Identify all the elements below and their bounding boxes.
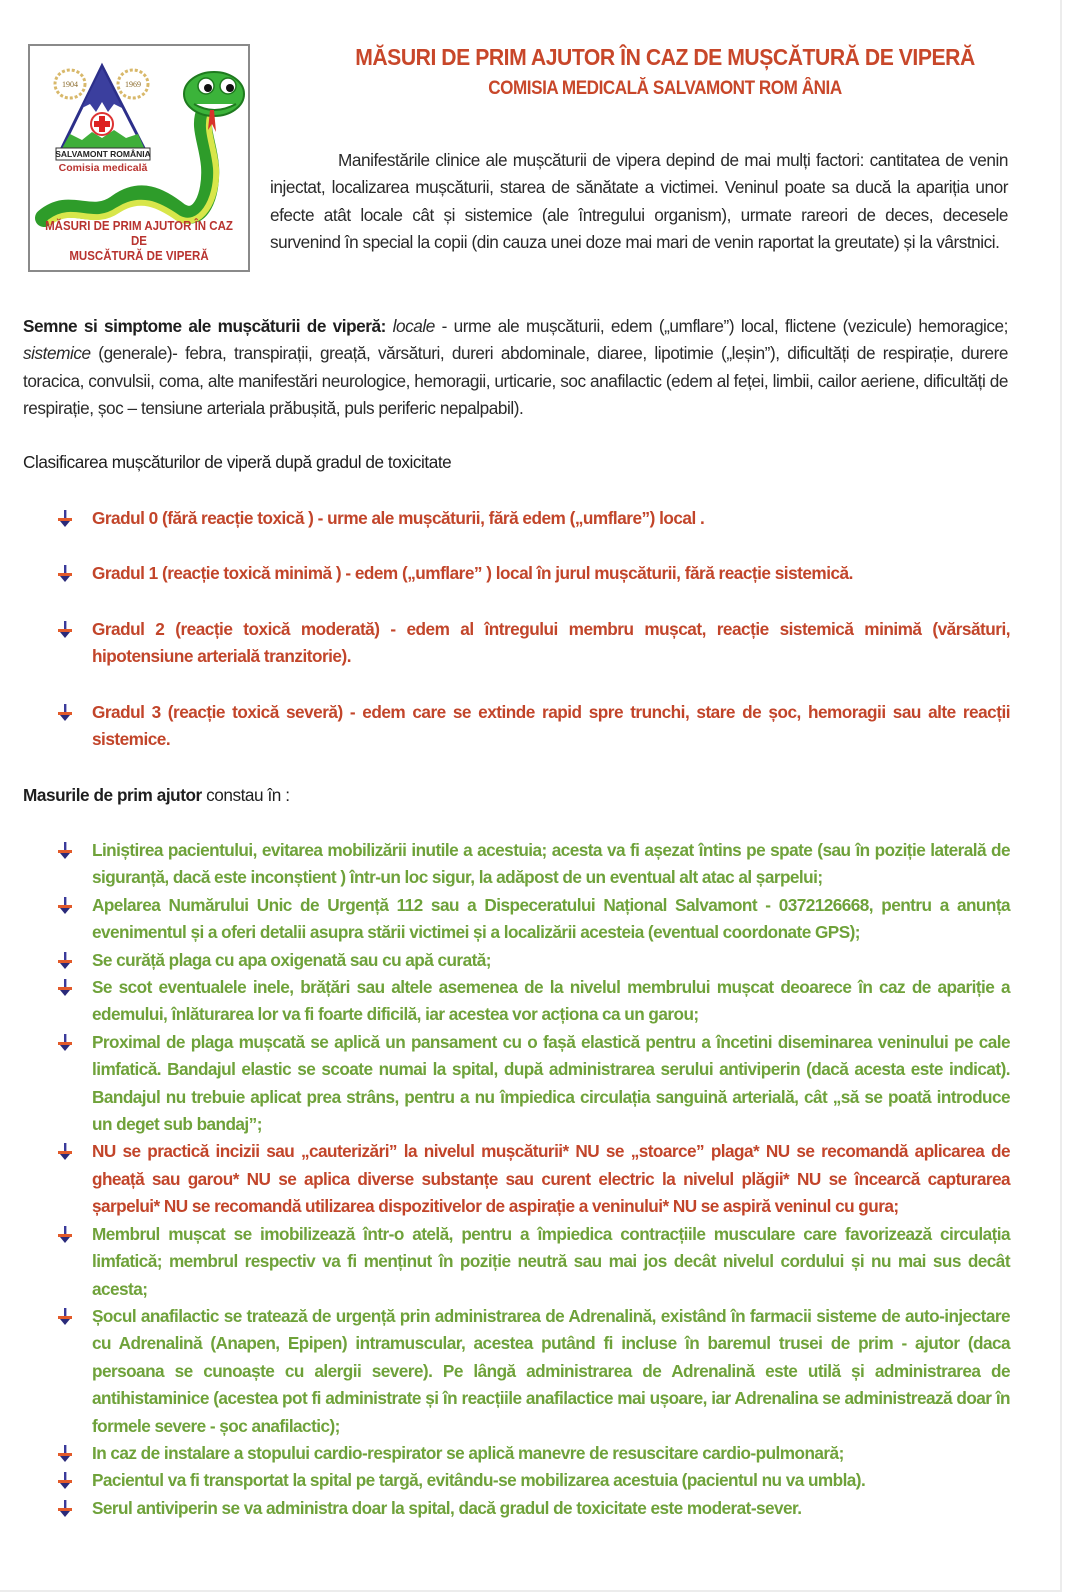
arrow-down-bullet-icon — [57, 1472, 73, 1490]
classification-heading: Clasificarea mușcăturilor de viperă după gradul de toxicitate — [23, 452, 452, 472]
measures-heading: Masurile de prim ajutor constau în : — [23, 785, 290, 805]
arrow-down-bullet-icon — [57, 897, 73, 915]
grade-item-2: Gradul 2 (reacție toxică moderată) - edem al întregului membru mușcat, reacție sistemică minimă (vărsături, hipotensiune arterială tranzitorie). — [55, 616, 1010, 671]
signs-label: Semne si simptome ale mușcăturii de viperă: — [23, 316, 386, 336]
arrow-down-bullet-icon — [57, 565, 73, 583]
arrow-down-bullet-icon — [57, 1500, 73, 1518]
measure-item-0: Liniștirea pacientului, evitarea mobilizării inutile a acestuia; acesta va fi așezat întins pe spate (sau în poziție laterală de siguranță, dacă este inconștient ) într-un loc sigur, la adăpost de un eventual alt atac al șarpelui; — [55, 837, 1010, 892]
grade-item-3: Gradul 3 (reacție toxică severă) - edem care se extinde rapid spre trunchi, stare de șoc, hemoragii sau alte reacții sistemice. — [55, 699, 1010, 754]
measure-item-4: Proximal de plaga mușcată se aplică un pansament cu o fașă elastică pentru a încetini diseminarea veninului pe cale limfatică. Bandajul elastic se scoate numai la spital, după administrarea serului antiviperin (dacă acesta este indicat). Bandajul nu trebuie aplicat prea strâns, pentru a nu împiedica circulația sanguină arterială, cât „să se poată introduce un deget sub bandaj”; — [55, 1029, 1010, 1139]
arrow-down-bullet-icon — [57, 952, 73, 970]
arrow-down-bullet-icon — [57, 979, 73, 997]
systemic-text: (generale)- febra, transpirații, greață, vărsături, dureri abdominale, diaree, lipotimie („leșin”), dificultăți de respirație, durere toracica, convulsii, coma, alte manifestări neurologice, hemoragii, urticarie, soc anafilactic (edem al feței, limbii, cailor aeriene, dificultăți de respirație, șoc – tensiune arteriala prăbușită, puls periferic nepalpabil). — [23, 343, 1008, 419]
arrow-down-bullet-icon — [57, 621, 73, 639]
measure-item-3: Se scot eventualele inele, brățări sau altele asemenea de la nivelul membrului mușcat deoarece în caz de apariție a edemului, înlăturarea lor va fi foarte dificilă, iar acestea vor acționa ca un garou; — [55, 974, 1010, 1029]
measure-item-7: Șocul anafilactic se tratează de urgență prin administrarea de Adrenalină, existând în farmacii sisteme de auto-injectare cu Adrenalină (Anapen, Epipen) intramuscular, acestea putând fi incluse în baremul trusei de prim - ajutor (daca persoana se cunoaște cu alergii severe). Pe lângă administrarea de Adrenalină este utilă și administrarea de antihistaminice (acestea pot fi administrate și în reacțiile anafilactice mai ușoare, iar Adrenalina se administrează doar în formele severe - șoc anafilactic); — [55, 1303, 1010, 1440]
snake-mountain-logo-icon — [30, 46, 248, 236]
local-label: locale — [392, 316, 435, 336]
page-title: MĂSURI DE PRIM AJUTOR ÎN CAZ DE MUȘCĂTURĂ DE VIPERĂ — [355, 44, 975, 70]
measure-item-9: Pacientul va fi transportat la spital pe targă, evitându-se mobilizarea acestuia (pacientul nu va umbla). — [55, 1467, 1010, 1494]
grade-item-1: Gradul 1 (reacție toxică minimă ) - edem („umflare” ) local în jurul mușcăturii, fără reacție sistemică. — [55, 560, 1010, 587]
arrow-down-bullet-icon — [57, 842, 73, 860]
measure-item-1: Apelarea Numărului Unic de Urgență 112 sau a Dispeceratului Național Salvamont - 0372126668, pentru a anunța evenimentul și a oferi detalii asupra stării victimei și a localizării acesteia (eventual coordonate GPS); — [55, 892, 1010, 947]
measure-item-2: Se curăță plaga cu apa oxigenată sau cu apă curată; — [55, 947, 1010, 974]
svg-text:1969: 1969 — [125, 80, 141, 89]
measure-item-8: In caz de instalare a stopului cardio-respirator se aplică manevre de resuscitare cardio-pulmonară; — [55, 1440, 1010, 1467]
arrow-down-bullet-icon — [57, 704, 73, 722]
grade-item-0: Gradul 0 (fără reacție toxică ) - urme ale mușcăturii, fără edem („umflare”) local . — [55, 505, 1010, 532]
measure-item-10: Serul antiviperin se va administra doar la spital, dacă gradul de toxicitate este moderat-sever. — [55, 1495, 1010, 1522]
arrow-down-bullet-icon — [57, 1226, 73, 1244]
classification-list — [55, 505, 1010, 753]
measure-item-warnings: NU se practică incizii sau „cauterizări” la nivelul mușcăturii* NU se „stoarce” plaga* NU se recomandă aplicarea de gheață sau garou* NU se aplica diverse substanțe sau curent electric la nivelul plăgii* NU se încearcă capturarea șarpelui* NU se recomandă utilizarea dispozitivelor de aspirație a veninului* NU se aspiră veninul cu gura; — [55, 1138, 1010, 1220]
svg-text:SALVAMONT ROMÂNIA: SALVAMONT ROMÂNIA — [55, 149, 151, 159]
signs-paragraph — [23, 313, 1008, 423]
measures-list — [55, 837, 1010, 1522]
svg-text:1904: 1904 — [62, 80, 78, 89]
arrow-down-bullet-icon — [57, 1445, 73, 1463]
page-subtitle: COMISIA MEDICALĂ SALVAMONT ROM ÂNIA — [488, 78, 842, 99]
salvamont-logo — [28, 44, 250, 272]
intro-paragraph: Manifestările clinice ale mușcăturii de vipera depind de mai mulți factori: cantitatea de venin injectat, localizarea mușcăturii, starea de sănătate a victimei. Veninul poate sa ducă la apariția unor efecte atât locale cât și sistemice (ale întregului organism), urmate rareori de deces, decesele survenind în special la copii (din cauza unei doze mai mari de venin raportat la greutate) și la vârstnici. — [270, 150, 1008, 253]
local-text: - urme ale mușcăturii, edem („umflare”) local, flictene (vezicule) hemoragice; — [434, 316, 1008, 336]
systemic-label: sistemice — [23, 343, 91, 364]
arrow-down-bullet-icon — [57, 1143, 73, 1161]
logo-caption: MĂSURI DE PRIM AJUTOR ÎN CAZ DE MUSCĂTURĂ DE VIPERĂ — [45, 219, 233, 263]
arrow-down-bullet-icon — [57, 1034, 73, 1052]
measure-item-6: Membrul mușcat se imobilizează într-o atelă, pentru a împiedica contracțiile musculare care favorizează circulația limfatică; membrul respectiv va fi menținut în poziție neutră sau mai jos decât nivelul cordului și nu mai sus decât acesta; — [55, 1221, 1010, 1303]
arrow-down-bullet-icon — [57, 510, 73, 528]
arrow-down-bullet-icon — [57, 1308, 73, 1326]
svg-text:Comisia medicală: Comisia medicală — [58, 162, 148, 174]
